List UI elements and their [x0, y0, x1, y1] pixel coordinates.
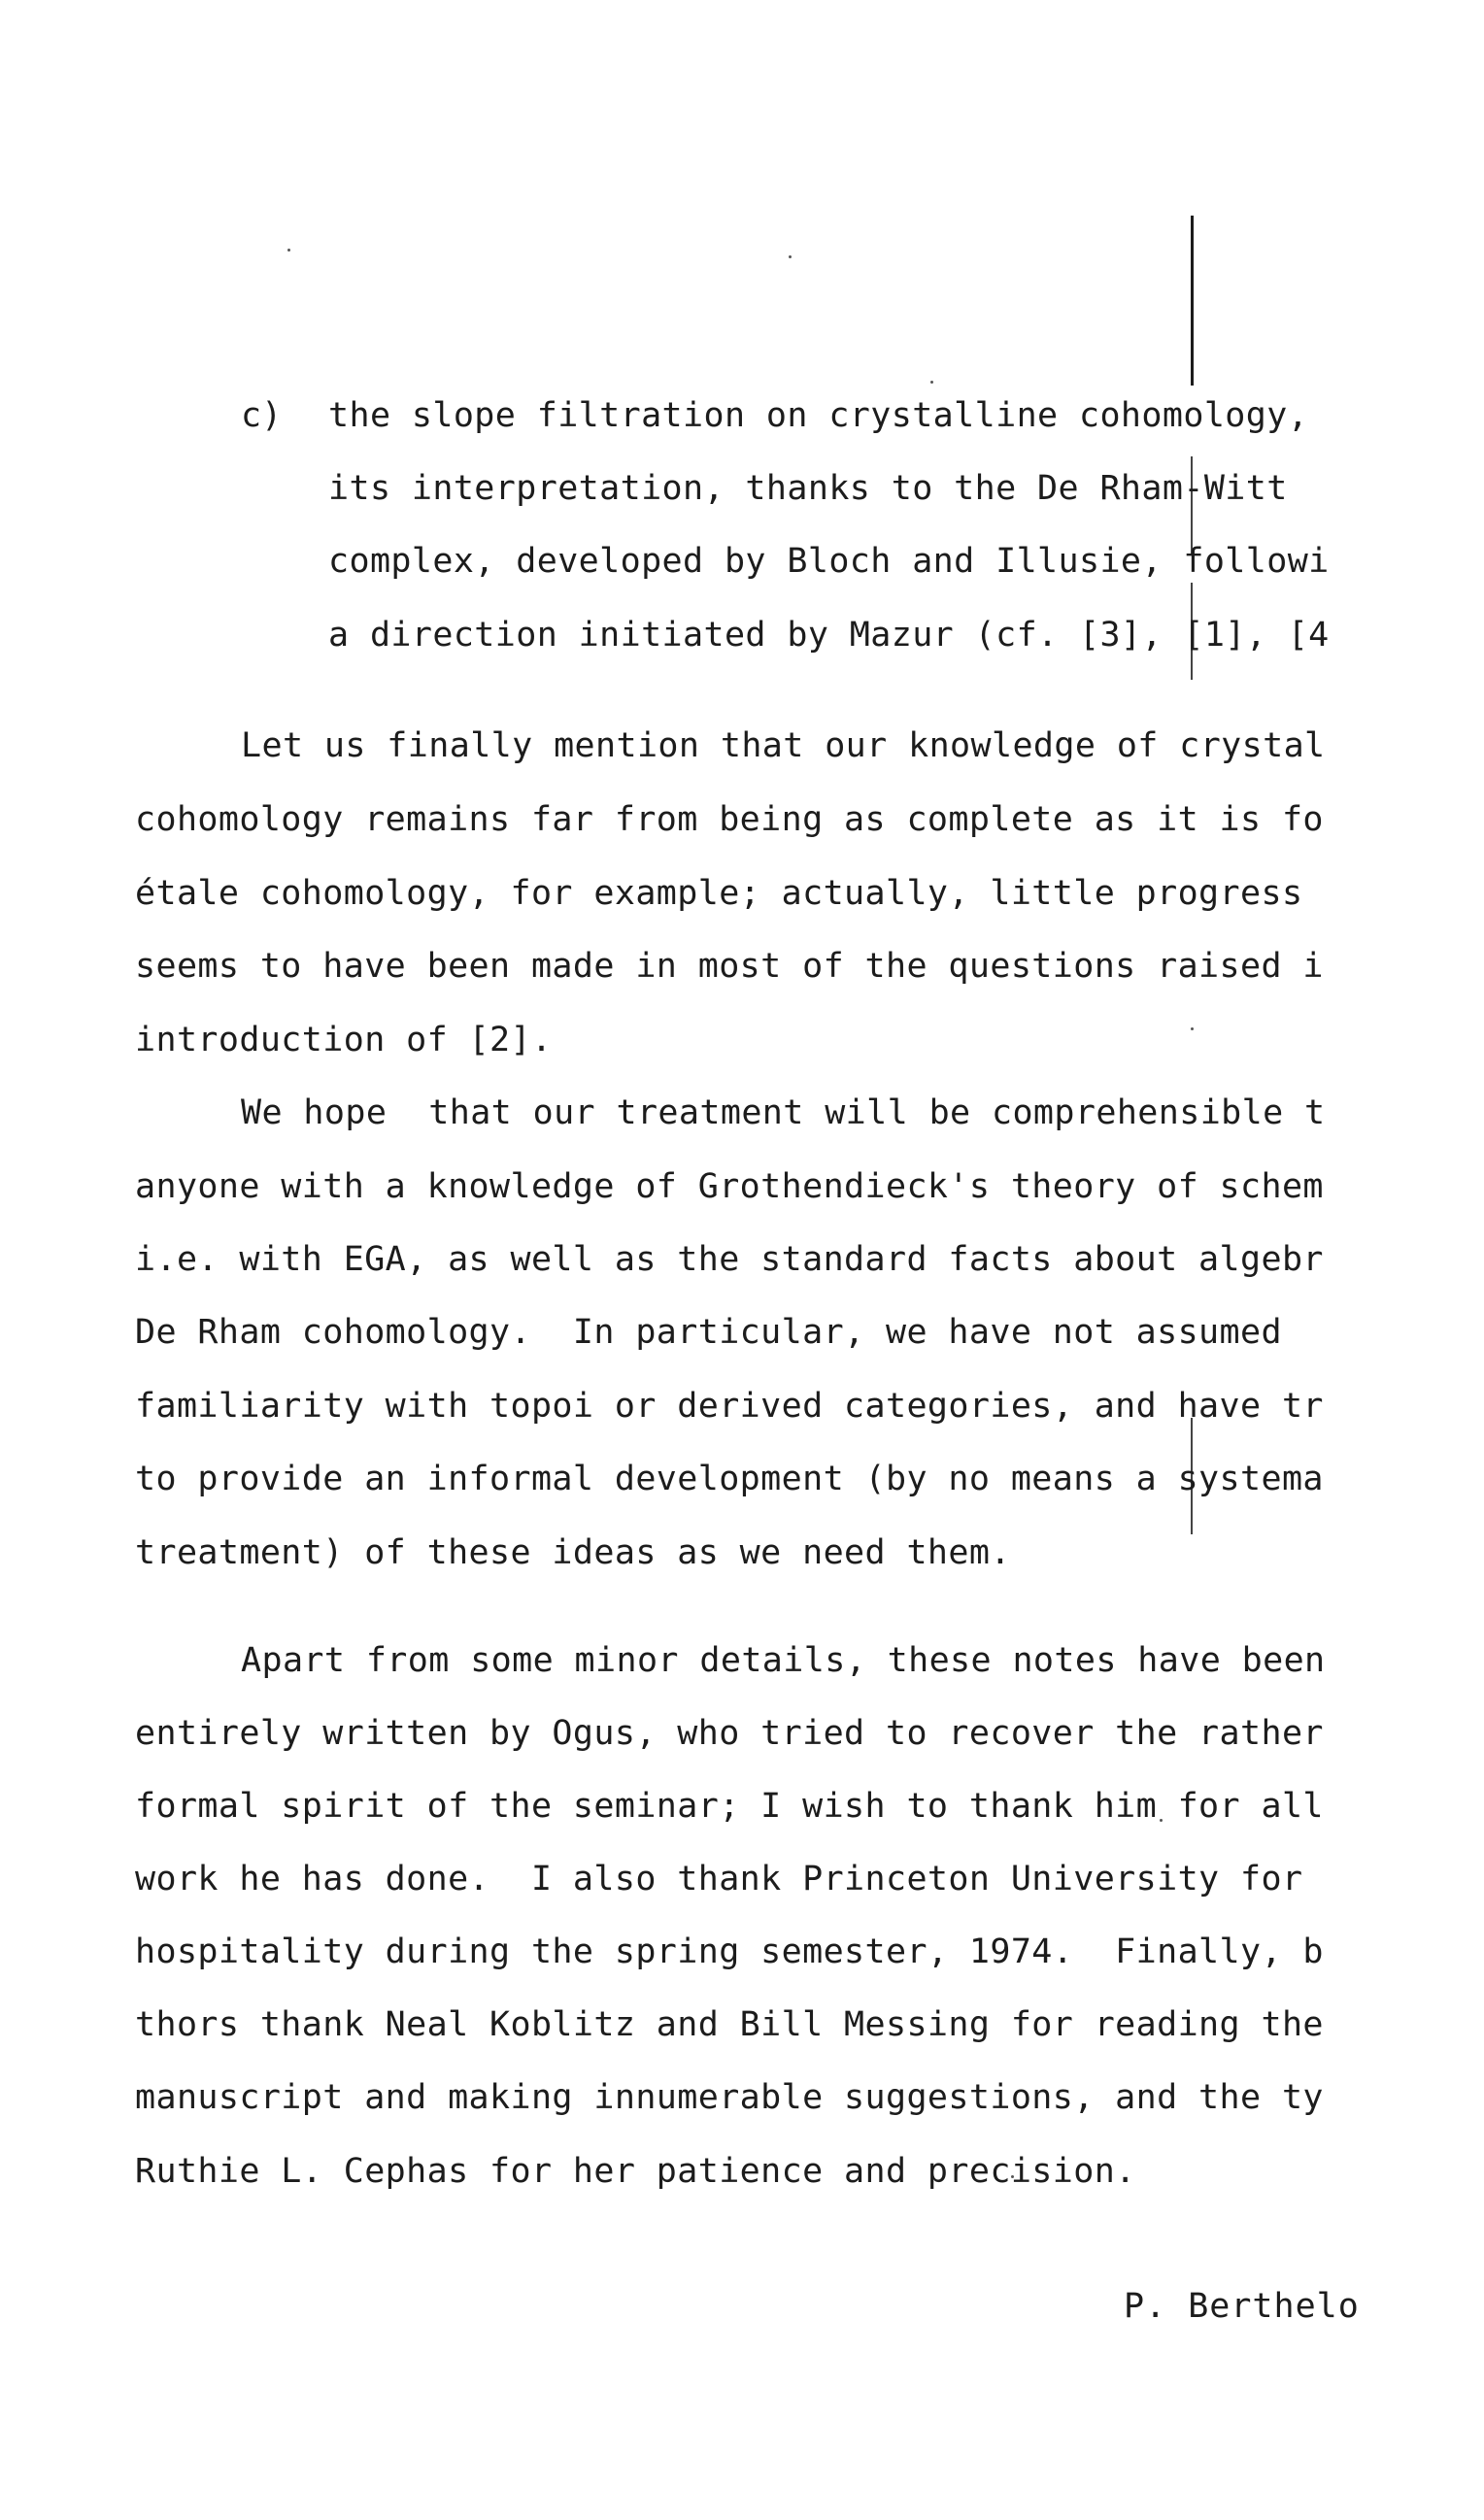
scan-speck	[287, 249, 290, 252]
text-line: seems to have been made in most of the questions raised i	[135, 947, 1324, 986]
text-line: to provide an informal development (by no means a systema	[135, 1460, 1324, 1498]
text-line: Let us finally mention that our knowledge of crystal	[241, 726, 1326, 765]
text-line: Apart from some minor details, these notes have been	[241, 1641, 1326, 1680]
scan-speck	[930, 381, 933, 384]
text-line: cohomology remains far from being as complete as it is fo	[135, 800, 1324, 839]
text-line: thors thank Neal Koblitz and Bill Messing for reading the	[135, 2005, 1324, 2044]
text-line: manuscript and making innumerable suggestions, and the ty	[135, 2078, 1324, 2117]
author-signature: P. Berthelo	[1124, 2287, 1360, 2326]
text-line: treatment) of these ideas as we need them.	[135, 1533, 1011, 1572]
margin-rule	[1191, 216, 1194, 386]
text-line: work he has done. I also thank Princeton University for	[135, 1860, 1303, 1898]
text-line: De Rham cohomology. In particular, we have not assumed	[135, 1313, 1282, 1352]
text-line: familiarity with topoi or derived categories, and have tr	[135, 1387, 1324, 1426]
text-line: a direction initiated by Mazur (cf. [3], [1], [4	[328, 616, 1330, 655]
text-line: the slope filtration on crystalline cohomology,	[328, 396, 1309, 435]
text-line: its interpretation, thanks to the De Rham-Witt	[328, 469, 1288, 508]
text-line: introduction of [2].	[135, 1021, 553, 1059]
item-label-c: c)	[241, 396, 283, 435]
text-line: entirely written by Ogus, who tried to recover the rather	[135, 1714, 1324, 1753]
text-line: We hope that our treatment will be comprehensible t	[241, 1093, 1326, 1132]
text-line: anyone with a knowledge of Grothendieck's theory of schem	[135, 1167, 1324, 1206]
text-line: formal spirit of the seminar; I wish to thank him for all	[135, 1787, 1324, 1826]
scan-speck	[789, 255, 792, 258]
scan-speck	[1191, 1027, 1194, 1030]
text-line: étale cohomology, for example; actually, little progress	[135, 874, 1303, 913]
text-line: i.e. with EGA, as well as the standard facts about algebr	[135, 1240, 1324, 1279]
text-line: hospitality during the spring semester, 1974. Finally, b	[135, 1932, 1324, 1971]
text-line: Ruthie L. Cephas for her patience and precision.	[135, 2152, 1136, 2191]
text-line: complex, developed by Bloch and Illusie, followi	[328, 542, 1330, 581]
